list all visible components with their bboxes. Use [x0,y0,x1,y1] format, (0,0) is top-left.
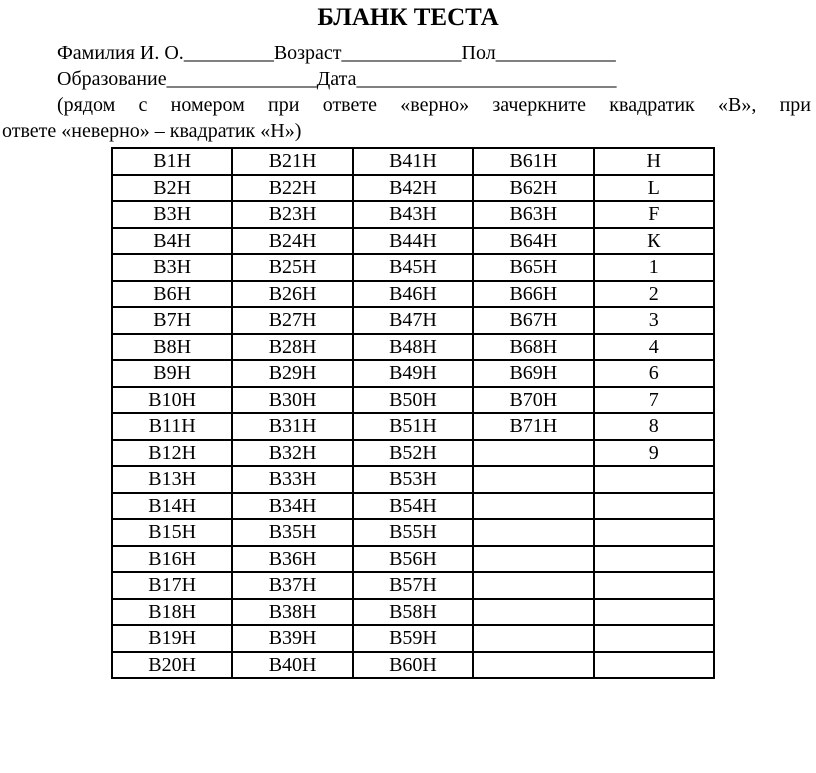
answer-cell: В24Н [232,228,352,255]
answer-cell: 7 [594,387,714,414]
answer-cell: В61Н [473,148,593,175]
answer-cell: В20Н [112,652,232,679]
answer-cell: 9 [594,440,714,467]
answer-cell [473,625,593,652]
answer-cell: В18Н [112,599,232,626]
surname-blank: _________ [183,42,274,64]
answer-cell: В48Н [353,334,473,361]
table-row [112,440,714,467]
answer-cell: В21Н [232,148,352,175]
answer-cell: В49Н [353,360,473,387]
answer-cell: В70Н [473,387,593,414]
answer-cell: В11Н [112,413,232,440]
table-row [112,228,714,255]
answer-cell: К [594,228,714,255]
answer-cell: В63Н [473,201,593,228]
table-row [112,201,714,228]
answer-cell: В64Н [473,228,593,255]
answer-cell: 3 [594,307,714,334]
table-row [112,652,714,679]
page-title: БЛАНК ТЕСТА [317,4,499,31]
answer-cell: В7Н [112,307,232,334]
date-blank: __________________________ [356,68,617,90]
table-row [112,493,714,520]
table-row [112,254,714,281]
education-date-line [2,66,811,92]
answer-cell: В44Н [353,228,473,255]
answer-cell: В65Н [473,254,593,281]
answer-cell: В15Н [112,519,232,546]
answer-cell: В45Н [353,254,473,281]
answer-cell [473,572,593,599]
answer-cell: В25Н [232,254,352,281]
answer-cell: В42Н [353,175,473,202]
answer-cell: В46Н [353,281,473,308]
table-row [112,572,714,599]
answer-cell: 8 [594,413,714,440]
answer-cell: В28Н [232,334,352,361]
answer-cell: 2 [594,281,714,308]
answer-cell: В50Н [353,387,473,414]
answer-cell: В6Н [112,281,232,308]
answer-cell [594,652,714,679]
answer-cell: В8Н [112,334,232,361]
answer-cell: В52Н [353,440,473,467]
table-row [112,281,714,308]
answer-cell: В16Н [112,546,232,573]
answer-cell: В3Н [112,254,232,281]
answer-cell [594,519,714,546]
answer-table-body [112,148,714,678]
age-label: Возраст [273,42,342,64]
answer-cell: В26Н [232,281,352,308]
table-row [112,387,714,414]
answer-cell: В10Н [112,387,232,414]
answer-cell: В14Н [112,493,232,520]
answer-cell: В23Н [232,201,352,228]
answer-cell [473,652,593,679]
answer-cell: В41Н [353,148,473,175]
answer-cell: В47Н [353,307,473,334]
answer-cell [594,599,714,626]
answer-cell: В13Н [112,466,232,493]
answer-cell: В22Н [232,175,352,202]
answer-cell [594,466,714,493]
answer-cell: В29Н [232,360,352,387]
personal-info-line [2,40,811,66]
answer-cell: В54Н [353,493,473,520]
answer-cell: В39Н [232,625,352,652]
answer-cell: В17Н [112,572,232,599]
answer-cell [473,546,593,573]
age-blank: ____________ [341,42,462,64]
answer-cell: В2Н [112,175,232,202]
table-row [112,413,714,440]
answer-cell: В3Н [112,201,232,228]
answer-cell: В69Н [473,360,593,387]
table-row [112,466,714,493]
answer-cell: В36Н [232,546,352,573]
answer-cell [473,493,593,520]
answer-cell [473,466,593,493]
date-label: Дата [316,68,357,90]
answer-cell: В40Н [232,652,352,679]
answer-cell: В62Н [473,175,593,202]
table-row [112,307,714,334]
table-row [112,625,714,652]
answer-cell: В60Н [353,652,473,679]
instruction-paragraph [2,92,811,144]
gender-label: Пол [461,42,496,64]
table-row [112,599,714,626]
answer-cell: В51Н [353,413,473,440]
answer-table [111,147,715,679]
answer-cell: F [594,201,714,228]
table-row [112,360,714,387]
answer-cell [473,440,593,467]
answer-cell: В9Н [112,360,232,387]
answer-cell: В27Н [232,307,352,334]
table-row [112,148,714,175]
answer-cell: В30Н [232,387,352,414]
table-row [112,175,714,202]
answer-cell [594,546,714,573]
answer-cell: L [594,175,714,202]
answer-cell: В38Н [232,599,352,626]
answer-cell: В1Н [112,148,232,175]
answer-cell: В53Н [353,466,473,493]
answer-cell: 6 [594,360,714,387]
answer-cell: В31Н [232,413,352,440]
answer-cell: В32Н [232,440,352,467]
answer-cell: 4 [594,334,714,361]
answer-cell: В19Н [112,625,232,652]
answer-cell: В58Н [353,599,473,626]
answer-cell: В35Н [232,519,352,546]
table-row [112,334,714,361]
answer-cell [594,493,714,520]
answer-cell: В34Н [232,493,352,520]
answer-cell: В66Н [473,281,593,308]
answer-cell: В4Н [112,228,232,255]
answer-cell [594,572,714,599]
answer-cell: В37Н [232,572,352,599]
answer-cell: В12Н [112,440,232,467]
answer-cell: В67Н [473,307,593,334]
instruction-line-1: (рядом с номером при ответе «верно» зачеркните квадратик «В», при [57,94,811,116]
answer-cell: Н [594,148,714,175]
answer-cell: В55Н [353,519,473,546]
education-blank: _______________ [166,68,317,90]
table-row [112,519,714,546]
table-row [112,546,714,573]
answer-cell: В56Н [353,546,473,573]
answer-cell: В68Н [473,334,593,361]
surname-label: Фамилия И. О. [57,42,184,64]
answer-cell [473,599,593,626]
instruction-line-2: ответе «неверно» – квадратик «Н») [2,120,302,142]
gender-blank: ____________ [495,42,616,64]
answer-cell: В33Н [232,466,352,493]
answer-cell [473,519,593,546]
answer-cell: 1 [594,254,714,281]
answer-cell: В59Н [353,625,473,652]
answer-cell: В43Н [353,201,473,228]
answer-cell: В57Н [353,572,473,599]
answer-cell [594,625,714,652]
education-label: Образование [57,68,167,90]
answer-cell: В71Н [473,413,593,440]
form-header-block [0,40,816,144]
